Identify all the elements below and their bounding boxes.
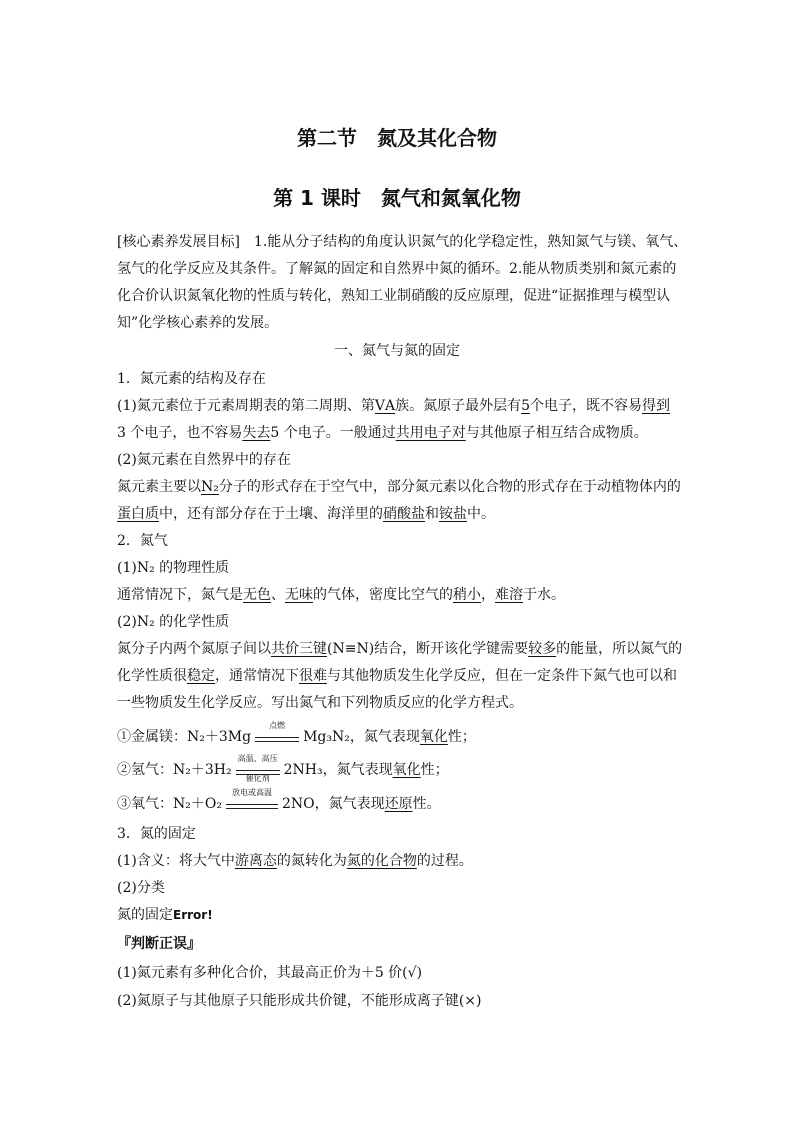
subsection-heading: 1．氮元素的结构及存在 [117, 371, 266, 387]
reaction-arrow: 点燃 [255, 727, 299, 747]
paragraph-line: 化学性质很稳定，通常情况下很难与其他物质发生化学反应，但在一定条件下氮气也可以和 [117, 668, 677, 684]
judge-item-1: (1)氮元素有多种化合价，其最高正价为＋5 价(√) [117, 965, 423, 981]
goals-label: [核心素养发展目标] [117, 234, 240, 250]
blank-answer: N₂ [201, 479, 219, 495]
blank-answer: 失去 [242, 425, 271, 441]
blank-answer: 很难 [299, 668, 327, 684]
equation-line: ③氧气：N₂＋O₂ 放电或高温 2NO，氮气表现还原性。 [117, 788, 441, 812]
section-title: 第二节 氮及其化合物 [297, 126, 497, 150]
blank-answer: 难溶 [495, 587, 523, 603]
blank-answer: 游离态 [234, 853, 277, 869]
goals-line-4: 知”化学核心素养的发展。 [117, 315, 279, 331]
blank-answer: 无色 [243, 587, 271, 603]
blank-answer: 共用电子对 [395, 425, 466, 441]
paragraph-line: (2)分类 [117, 880, 165, 896]
reaction-arrow: 放电或高温 [226, 794, 278, 814]
blank-answer: 无味 [285, 587, 313, 603]
paragraph-line: 氮的固定Error! [117, 907, 213, 923]
judge-item-2: (2)氮原子与其他原子只能形成共价键，不能形成离子键(×) [117, 993, 482, 1009]
blank-answer: 铵盐 [439, 506, 467, 522]
blank-answer: 共价三键 [271, 641, 327, 657]
paragraph-line: 通常情况下，氮气是无色、无味的气体，密度比空气的稍小，难溶于水。 [117, 587, 565, 603]
subsection-heading: 3．氮的固定 [117, 826, 196, 842]
goals-line-1: [核心素养发展目标] 1.能从分子结构的角度认识氮气的化学稳定性，熟知氮气与镁、氧气、 [117, 234, 688, 250]
judge-label: 『判断正误』 [117, 936, 201, 952]
blank-answer: 硝酸盐 [383, 506, 425, 522]
error-text: Error! [173, 908, 213, 922]
paragraph-line: (1)氮元素位于元素周期表的第二周期、第ⅤA族。氮原子最外层有5个电子，既不容易得到 [117, 398, 670, 414]
blank-answer: 蛋白质 [117, 506, 159, 522]
paragraph-line: 一些物质发生化学反应。写出氮气和下列物质反应的化学方程式。 [117, 695, 523, 711]
equation-line: ①金属镁：N₂＋3Mg 点燃 Mg₃N₂，氮气表现氧化性； [117, 721, 476, 745]
blank-answer: 氧化 [392, 762, 421, 778]
blank-answer: 5 [521, 398, 530, 414]
subsection-heading: 2．氮气 [117, 533, 168, 549]
blank-answer: 还原 [384, 796, 413, 812]
reaction-arrow: 高温、高压 催化剂 [237, 754, 278, 783]
goals-line-3: 化合价认识氮氧化物的性质与转化，熟知工业制硝酸的反应原理，促进“证据推理与模型认 [117, 288, 671, 304]
blank-answer: 较多 [528, 641, 557, 657]
blank-answer: 氧化 [419, 729, 448, 745]
paragraph-line: 蛋白质中，还有部分存在于土壤、海洋里的硝酸盐和铵盐中。 [117, 506, 495, 522]
paragraph-line: (2)氮元素在自然界中的存在 [117, 452, 291, 468]
paragraph-line: 氮分子内两个氮原子间以共价三键(N≡N)结合，断开该化学键需要较多的能量，所以氮气的 [117, 641, 683, 657]
paragraph-line: 3 个电子，也不容易失去5 个电子。一般通过共用电子对与其他原子相互结合成物质。 [117, 425, 648, 441]
lesson-title: 第 1 课时 氮气和氮氧化物 [273, 186, 521, 210]
blank-answer: 稍小 [453, 587, 481, 603]
blank-answer: 氮的化合物 [346, 853, 417, 869]
section-heading: 一、氮气与氮的固定 [334, 343, 460, 359]
paragraph-line: (1)N₂ 的物理性质 [117, 560, 230, 576]
paragraph-line: (2)N₂ 的化学性质 [117, 614, 230, 630]
equation-line: ②氢气：N₂＋3H₂ 高温、高压 催化剂 2NH₃，氮气表现氧化性； [117, 754, 449, 783]
blank-answer: 稳定 [187, 668, 215, 684]
blank-answer: ⅤA [374, 398, 396, 414]
blank-answer: 得到 [642, 398, 670, 414]
paragraph-line: 氮元素主要以N₂分子的形式存在于空气中，部分氮元素以化合物的形式存在于动植物体内的 [117, 479, 681, 495]
goals-line-2: 氢气的化学反应及其条件。了解氮的固定和自然界中氮的循环。2.能从物质类别和氮元素的 [117, 261, 677, 277]
paragraph-line: (1)含义：将大气中游离态的氮转化为氮的化合物的过程。 [117, 853, 473, 869]
